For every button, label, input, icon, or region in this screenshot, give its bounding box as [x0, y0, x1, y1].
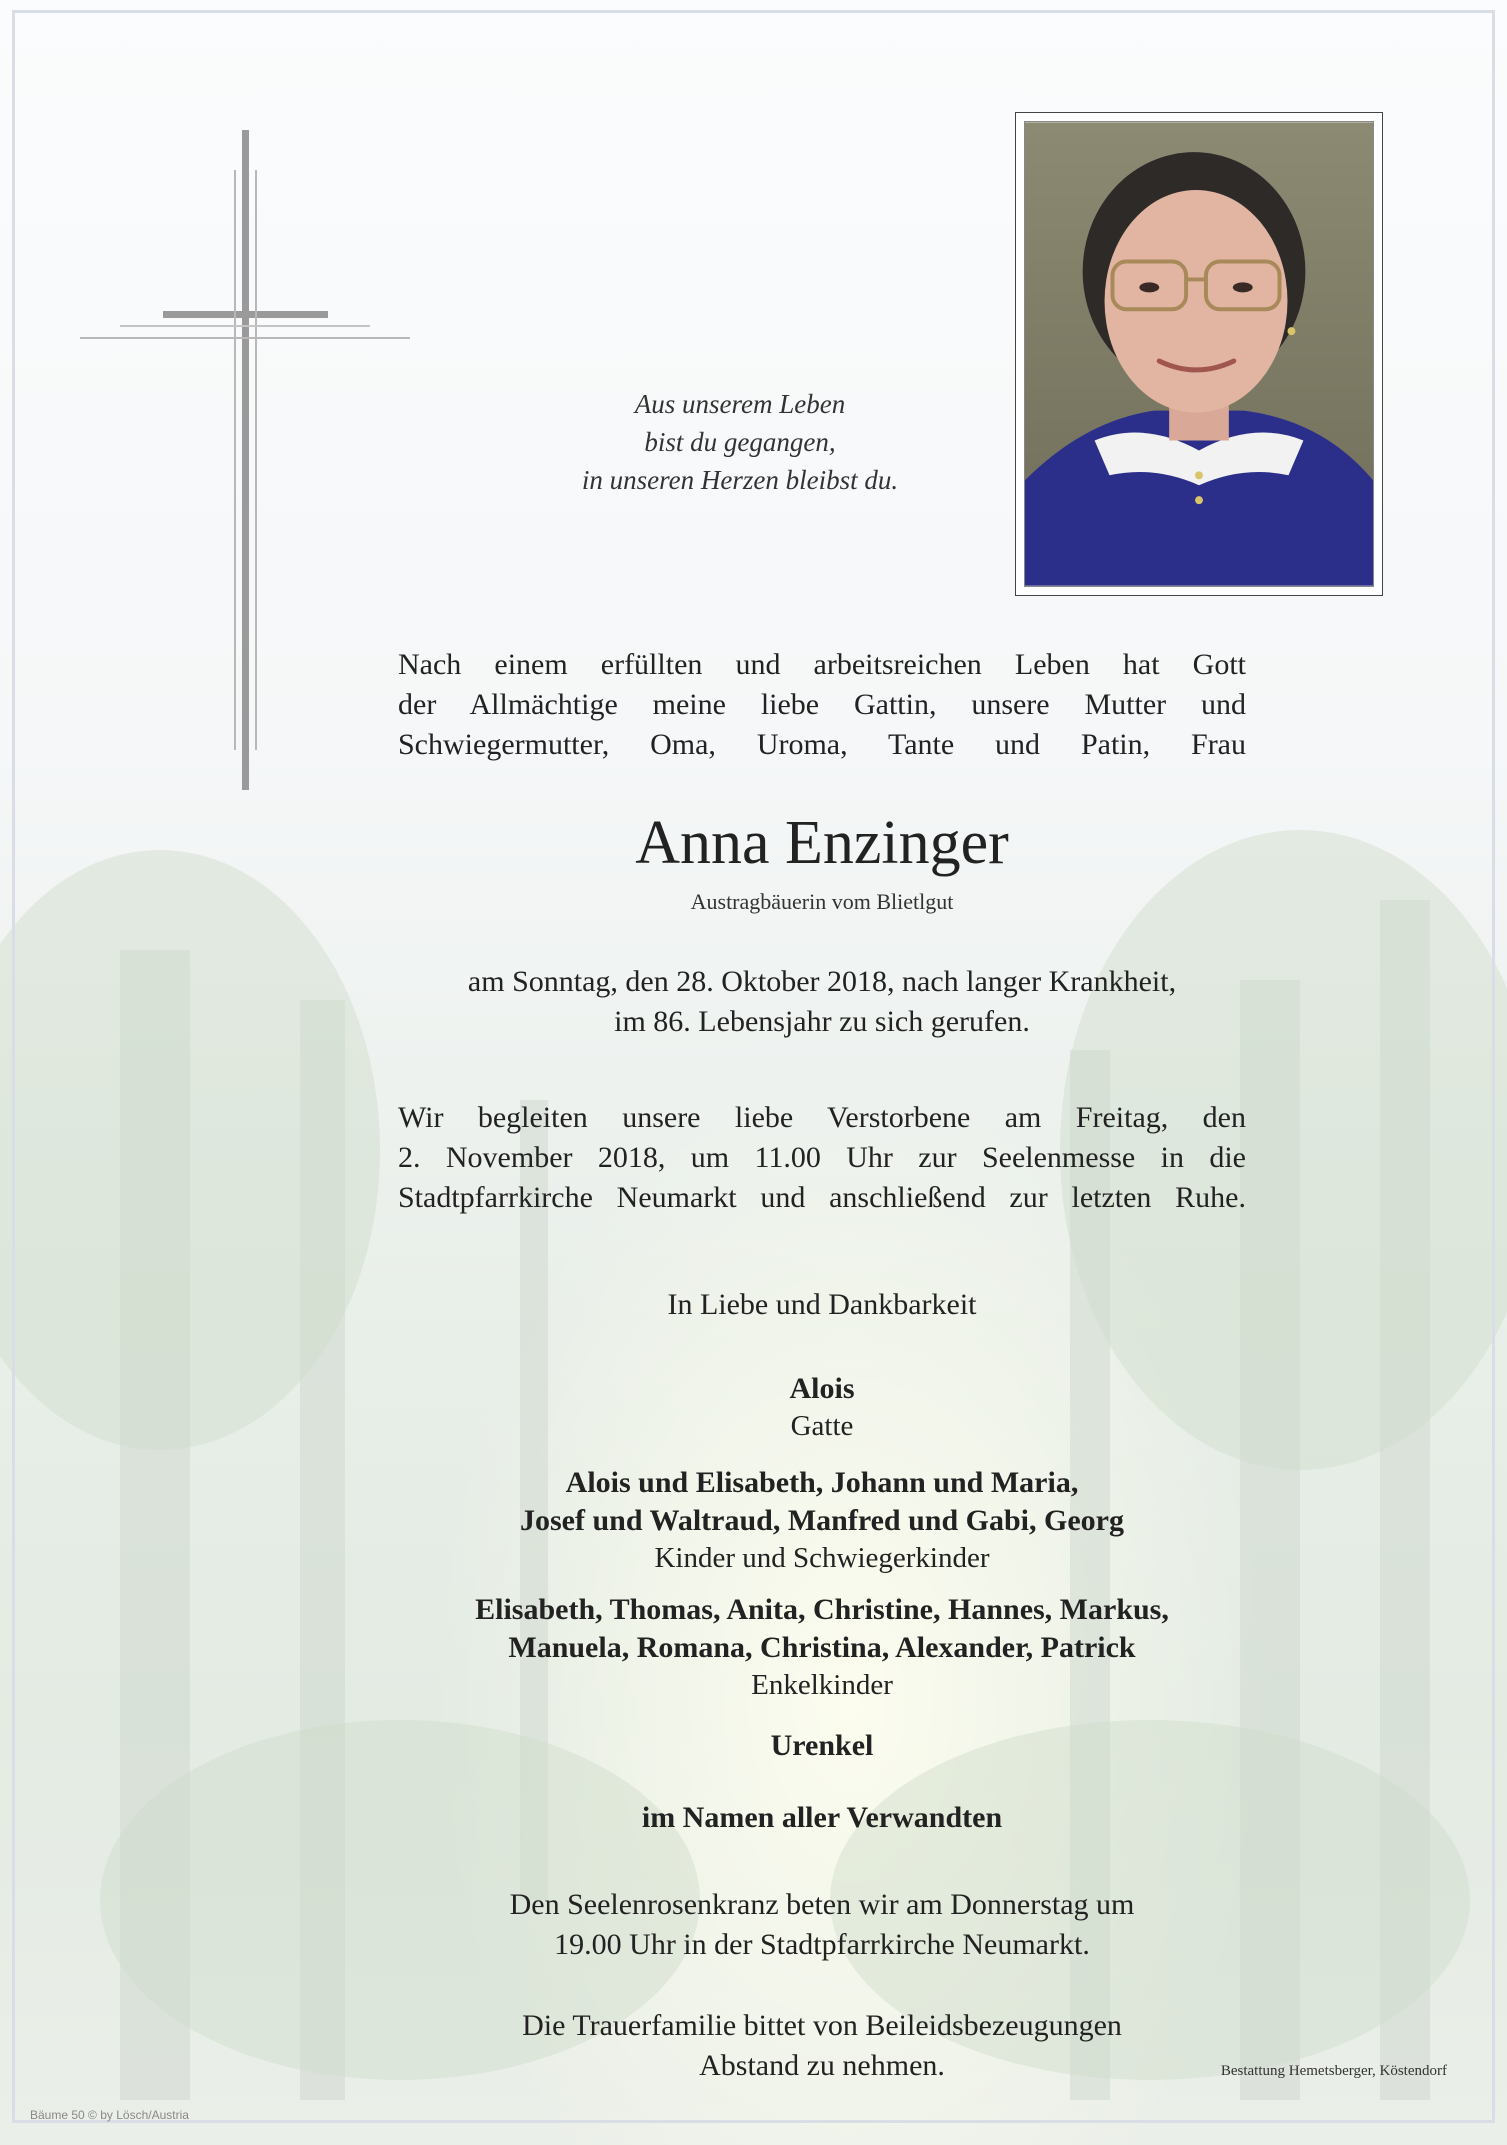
mourner-group — [398, 1799, 1246, 1837]
rosary-paragraph — [398, 1885, 1246, 1965]
template-credit: Bäume 50 © by Lösch/Austria — [30, 2108, 189, 2122]
funeral-paragraph — [398, 1098, 1246, 1218]
closing-line: In Liebe und Dankbarkeit — [667, 1288, 977, 1321]
mourner-group — [398, 1464, 1246, 1576]
mourner-names: Urenkel — [770, 1729, 874, 1762]
funeral-home-credit: Bestattung Hemetsberger, Köstendorf — [1220, 2063, 1447, 2079]
intro-line: Nach einem erfüllten und arbeitsreichen Leben hat Gott — [398, 648, 1246, 681]
intro-line: der Allmächtige meine liebe Gattin, unsere Mutter und — [398, 688, 1246, 721]
mourner-names: Alois — [789, 1372, 855, 1405]
cross-icon — [80, 130, 410, 790]
mourner-names: Manuela, Romana, Christina, Alexander, Patrick — [508, 1631, 1136, 1664]
portrait-image — [1024, 121, 1374, 587]
death-line: im 86. Lebensjahr zu sich gerufen. — [614, 1005, 1030, 1038]
quote-line: bist du gegangen, — [644, 427, 836, 457]
mourner-group — [398, 1727, 1246, 1765]
funeral-line: 2. November 2018, um 11.00 Uhr zur Seelenmesse in die — [398, 1141, 1246, 1174]
mourner-names: Alois und Elisabeth, Johann und Maria, — [565, 1466, 1079, 1499]
funeral-line: Wir begleiten unsere liebe Verstorbene am Freitag, den — [398, 1101, 1246, 1134]
mourner-names: im Namen aller Verwandten — [641, 1801, 1003, 1834]
mourner-relation: Gatte — [790, 1410, 854, 1442]
funeral-line: Stadtpfarrkirche Neumarkt und anschließend zur letzten Ruhe. — [398, 1181, 1246, 1214]
rosary-line: Den Seelenrosenkranz beten wir am Donnerstag um — [509, 1888, 1135, 1921]
memorial-quote — [470, 385, 1010, 499]
condolence-line: Die Trauerfamilie bittet von Beileidsbezeugungen — [522, 2009, 1122, 2042]
deceased-subtitle: Austragbäuerin vom Blietlgut — [690, 889, 954, 914]
mourner-group — [398, 1591, 1246, 1703]
death-paragraph — [398, 962, 1246, 1042]
intro-line: Schwiegermutter, Oma, Uroma, Tante und Patin, Frau — [398, 728, 1246, 761]
intro-paragraph — [398, 645, 1246, 765]
rosary-line: 19.00 Uhr in der Stadtpfarrkirche Neumarkt. — [554, 1928, 1090, 1961]
portrait-photo — [1015, 112, 1383, 596]
quote-line: in unseren Herzen bleibst du. — [581, 465, 899, 495]
mourner-names: Josef und Waltraud, Manfred und Gabi, Georg — [520, 1504, 1124, 1537]
mourner-relation: Kinder und Schwiegerkinder — [654, 1542, 990, 1574]
mourner-names: Elisabeth, Thomas, Anita, Christine, Hannes, Markus, — [475, 1593, 1169, 1626]
condolence-paragraph — [398, 2006, 1246, 2086]
quote-line: Aus unserem Leben — [634, 389, 846, 419]
mourner-group — [398, 1370, 1246, 1444]
condolence-line: Abstand zu nehmen. — [699, 2049, 945, 2082]
mourner-relation: Enkelkinder — [751, 1669, 893, 1701]
deceased-name: Anna Enzinger — [635, 809, 1009, 877]
death-line: am Sonntag, den 28. Oktober 2018, nach langer Krankheit, — [467, 965, 1177, 998]
